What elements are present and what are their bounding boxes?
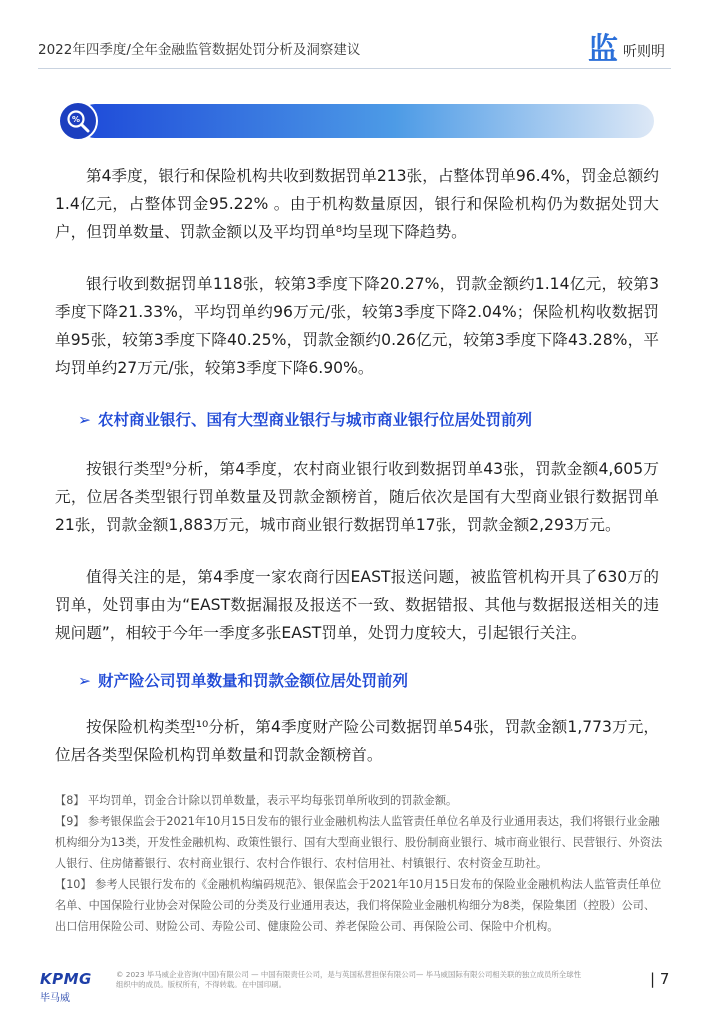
banner-gradient-bar — [78, 104, 654, 138]
paragraph-bank-type-analysis: 按银行类型⁹分析，第4季度，农村商业银行收到数据罚单43张，罚款金额4,605万元，位居各类型银行罚单数量及罚款金额榜首，随后依次是国有大型商业银行数据罚单21张，罚款金额1,883万元，城市商业银行数据罚单17张，罚款金额2,293万元。 — [55, 460, 659, 534]
paragraph-insurance-type-analysis: 按保险机构类型¹⁰分析，第4季度财产险公司数据罚单54张，罚款金额1,773万元，位居各类型保险机构罚单数量和罚款金额榜首。 — [55, 718, 659, 764]
brand-logo — [588, 24, 665, 68]
paragraph-q4-overview: 第4季度，银行和保险机构共收到数据罚单213张，占整体罚单96.4%，罚金总额约1.4亿元，占整体罚金95.22% 。由于机构数量原因，银行和保险机构仍为数据处罚大户，但罚单数量、罚款金额以及平均罚单⁸均呈现下降趋势。 — [55, 167, 659, 241]
page-number: | 7 — [650, 970, 670, 988]
kpmg-logo — [40, 970, 92, 1004]
svg-text:%: % — [71, 115, 81, 125]
magnifier-percent-icon — [58, 101, 98, 141]
kpmg-wordmark: KPMG — [40, 970, 92, 988]
footnote-9: 【9】 参考银保监会于2021年10月15日发布的银行业金融机构法人监管责任单位名单及行业通用表达，我们将银行业金融机构细分为13类，开发性金融机构、政策性银行、国有大型商业银行、股份制商业银行、城市商业银行、民营银行、外资法人银行、住房储蓄银行、农村商业银行、农村合作银行、农村信用社、村镇银行、农村资金互助社。 — [55, 815, 663, 870]
brand-mark: 监 — [588, 32, 617, 67]
arrow-bullet-icon: ➢ — [78, 411, 91, 429]
document-header-title: 2022年四季度/全年金融监管数据处罚分析及洞察建议 — [38, 42, 361, 58]
paragraph-bank-insurance-stats: 银行收到数据罚单118张，较第3季度下降20.27%，罚款金额约1.14亿元，较第3季度下降21.33%，平均罚单约96万元/张，较第3季度下降2.04%；保险机构收数据罚单95张，较第3季度下降40.25%，罚款金额约0.26亿元，较第3季度下降43.28%，平均罚单约27万元/张，较第3季度下降6.90%。 — [55, 275, 659, 377]
subheading-bank-types — [78, 408, 532, 430]
subheading-text: 农村商业银行、国有大型商业银行与城市商业银行位居处罚前列 — [98, 411, 533, 429]
footnote-10: 【10】 参考人民银行发布的《金融机构编码规范》、银保监会于2021年10月15日发布的保险业金融机构法人监管责任单位名单、中国保险行业协会对保险公司的分类及行业通用表达，我们将保险业金融机构细分为8类，保险集团（控股）公司、出口信用保险公司、财险公司、寿险公司、健康险公司、养老保险公司、再保险公司、保险中介机构。 — [55, 878, 662, 933]
footnote-8: 【8】 平均罚单，罚金合计除以罚单数量，表示平均每张罚单所收到的罚款金额。 — [55, 794, 458, 807]
footer-legal-text: © 2023 毕马威企业咨询(中国)有限公司 — 中国有限责任公司，是与英国私营担保有限公司— 毕马威国际有限公司相关联的独立成员所全球性组织中的成员。版权所有，不得转载。在中国印刷。 — [116, 970, 581, 989]
subheading-property-insurance — [78, 669, 408, 691]
header-divider — [38, 68, 671, 69]
footnotes — [55, 790, 665, 937]
brand-name: 听则明 — [623, 44, 665, 60]
subheading-text: 财产险公司罚单数量和罚款金额位居处罚前列 — [98, 672, 409, 690]
section-banner — [58, 101, 654, 141]
paragraph-east-penalty: 值得关注的是，第4季度一家农商行因EAST报送问题，被监管机构开具了630万的罚单，处罚事由为“EAST数据漏报及报送不一致、数据错报、其他与数据报送相关的违规问题”，相较于今年一季度多张EAST罚单，处罚力度较大，引起银行关注。 — [55, 568, 659, 642]
kpmg-chinese-name: 毕马威 — [40, 993, 70, 1004]
arrow-bullet-icon: ➢ — [78, 672, 91, 690]
